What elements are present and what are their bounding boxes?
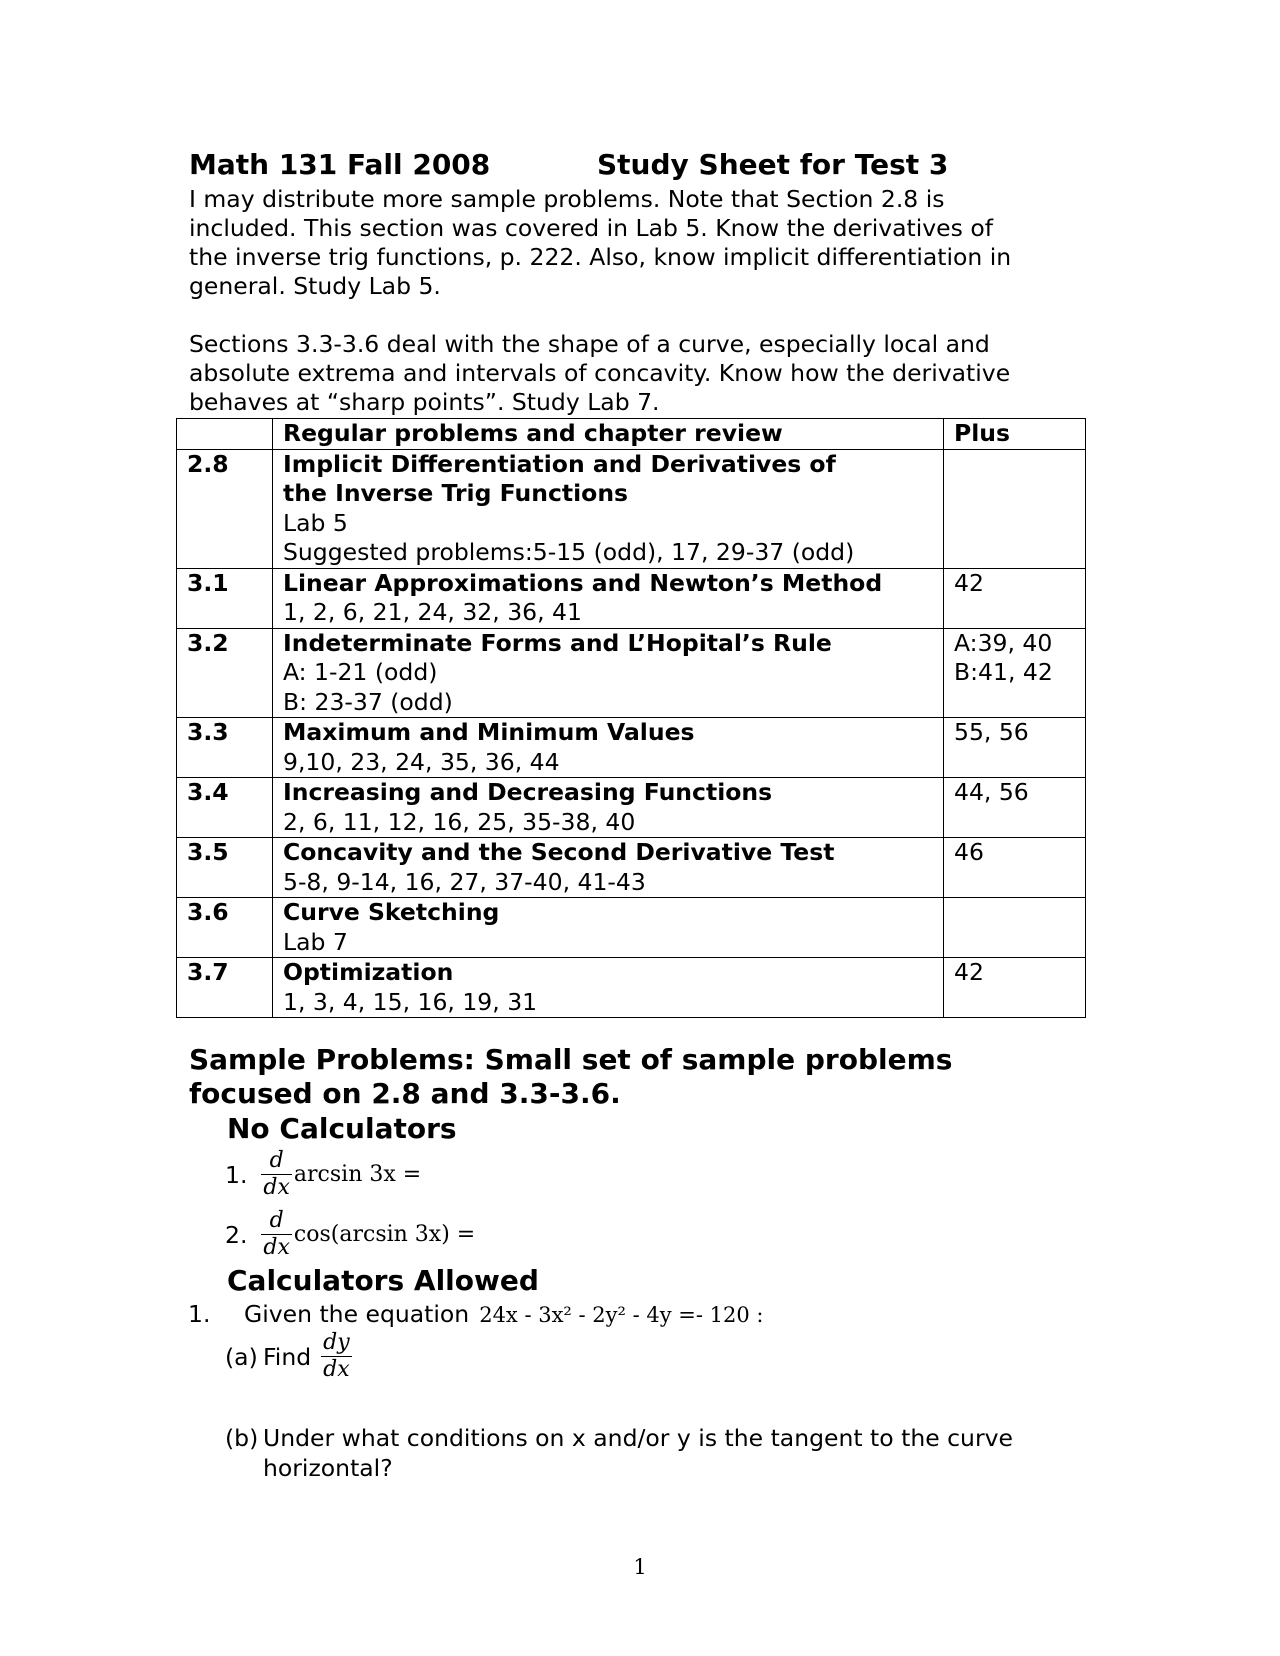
topic-cell: [273, 718, 944, 778]
topic-detail-line: Lab 5: [283, 508, 348, 537]
table-row: [177, 958, 1086, 1018]
fraction-numerator: dy: [323, 1330, 350, 1355]
topic-detail-line: 9,10, 23, 24, 35, 36, 44: [283, 747, 560, 776]
no-calc-problem-1: [225, 1148, 421, 1201]
part-b: [225, 1424, 1013, 1483]
section-number-cell: 3.2: [177, 628, 273, 718]
section-number-cell: 3.4: [177, 778, 273, 838]
section-number-cell: 3.6: [177, 898, 273, 958]
part-a: [225, 1330, 352, 1383]
problem-number: 1.: [188, 1300, 211, 1328]
topic-title-line: Indeterminate Forms and L’Hopital’s Rule: [283, 628, 832, 657]
header-plus-cell: Plus: [944, 419, 1086, 450]
plus-cell: [944, 778, 1086, 838]
topic-cell: [273, 838, 944, 898]
topic-title-line: Maximum and Minimum Values: [283, 718, 695, 746]
plus-cell: [944, 449, 1086, 568]
section-number-cell: 2.8: [177, 449, 273, 568]
topic-title-line: Curve Sketching: [283, 898, 500, 926]
intro-line: included. This section was covered in Lab 5. Know the derivatives of: [189, 214, 994, 242]
plus-line: 55, 56: [954, 718, 1029, 746]
sheet-title: Study Sheet for Test 3: [597, 148, 949, 181]
table-row: [177, 449, 1086, 568]
no-calculators-heading: No Calculators: [227, 1112, 457, 1145]
section-number-cell: 3.1: [177, 568, 273, 628]
part-a-label: (a): [225, 1342, 258, 1371]
problem-expression: cos(arcsin 3x) =: [293, 1222, 476, 1247]
part-a-text: Find: [263, 1342, 312, 1371]
section-number-cell: 3.5: [177, 838, 273, 898]
sample-heading-line: Sample Problems: Small set of sample problems: [189, 1043, 953, 1076]
intro-line: I may distribute more sample problems. Note that Section 2.8 is: [189, 185, 945, 213]
given-text: Given the equation: [244, 1300, 470, 1328]
table-row: [177, 838, 1086, 898]
fraction-denominator: dx: [323, 1357, 350, 1382]
topic-title-line: the Inverse Trig Functions: [283, 479, 629, 507]
topic-detail-line: Suggested problems:5-15 (odd), 17, 29-37 (odd): [283, 538, 855, 566]
topic-detail-line: Lab 7: [283, 927, 348, 956]
section-number-cell: 3.7: [177, 958, 273, 1018]
plus-line: 46: [954, 838, 984, 866]
intro-line: the inverse trig functions, p. 222. Also, know implicit differentiation in: [189, 243, 1012, 271]
topic-detail-line: 2, 6, 11, 12, 16, 25, 35-38, 40: [283, 807, 636, 836]
sample-problems-heading: [189, 1043, 952, 1111]
intro-paragraph: [189, 185, 1089, 301]
table-row: [177, 568, 1086, 628]
table-row: [177, 628, 1086, 718]
calc-problem-1: [188, 1300, 763, 1328]
given-equation: 24x - 3x² - 2y² - 4y =- 120 :: [479, 1303, 764, 1327]
plus-line: 44, 56: [954, 778, 1029, 806]
fraction-denominator: dx: [263, 1235, 290, 1260]
plus-cell: [944, 718, 1086, 778]
topic-detail-line: A: 1-21 (odd): [283, 658, 438, 686]
fraction-numerator: d: [261, 1148, 292, 1175]
plus-cell: [944, 958, 1086, 1018]
topic-cell: [273, 778, 944, 838]
topic-cell: [273, 898, 944, 958]
shape-line: behaves at “sharp points”. Study Lab 7.: [189, 388, 660, 416]
topic-detail-line: 5-8, 9-14, 16, 27, 37-40, 41-43: [283, 867, 646, 896]
topic-title-line: Implicit Differentiation and Derivatives of: [283, 449, 836, 478]
derivative-operator: [261, 1208, 292, 1261]
shape-paragraph: [189, 330, 1089, 417]
section-number-cell: 3.3: [177, 718, 273, 778]
plus-line: B:41, 42: [954, 658, 1053, 686]
part-b-line: horizontal?: [263, 1453, 393, 1482]
table-row: [177, 778, 1086, 838]
dy-dx-fraction: [321, 1330, 352, 1383]
intro-line: general. Study Lab 5.: [189, 272, 441, 300]
calculators-allowed-heading: Calculators Allowed: [227, 1264, 539, 1297]
plus-cell: [944, 898, 1086, 958]
topic-title-line: Linear Approximations and Newton’s Method: [283, 568, 883, 597]
shape-line: Sections 3.3-3.6 deal with the shape of a curve, especially local and: [189, 330, 990, 358]
fraction-denominator: dx: [263, 1175, 290, 1200]
topic-cell: [273, 568, 944, 628]
fraction-numerator: d: [261, 1208, 292, 1235]
table-header-row: [177, 419, 1086, 450]
topic-cell: [273, 958, 944, 1018]
problem-number: 2.: [225, 1220, 248, 1249]
topic-detail-line: B: 23-37 (odd): [283, 687, 453, 716]
document-title: [189, 148, 949, 182]
topic-detail-line: 1, 3, 4, 15, 16, 19, 31: [283, 987, 538, 1016]
part-b-label: (b): [225, 1424, 259, 1452]
no-calc-problem-2: [225, 1208, 475, 1261]
problem-table: [176, 418, 1086, 1018]
plus-line: A:39, 40: [954, 628, 1053, 657]
plus-cell: [944, 838, 1086, 898]
table-row: [177, 898, 1086, 958]
plus-line: 42: [954, 568, 984, 597]
problem-expression: arcsin 3x =: [293, 1162, 422, 1187]
derivative-operator: [261, 1148, 292, 1201]
course-title: Math 131 Fall 2008: [189, 148, 491, 181]
table-row: [177, 718, 1086, 778]
sample-heading-line: focused on 2.8 and 3.3-3.6.: [189, 1077, 621, 1110]
shape-line: absolute extrema and intervals of concavity. Know how the derivative: [189, 359, 1011, 387]
topic-cell: [273, 628, 944, 718]
part-b-line: Under what conditions on x and/or y is the tangent to the curve: [263, 1424, 1013, 1452]
topic-detail-line: 1, 2, 6, 21, 24, 32, 36, 41: [283, 598, 582, 626]
plus-cell: [944, 568, 1086, 628]
header-section-cell: [177, 419, 273, 450]
plus-cell: [944, 628, 1086, 718]
topic-title-line: Optimization: [283, 958, 454, 986]
plus-line: 42: [954, 958, 984, 986]
header-topic-cell: Regular problems and chapter review: [273, 419, 944, 450]
page-number: 1: [633, 1555, 647, 1579]
topic-title-line: Increasing and Decreasing Functions: [283, 778, 773, 806]
problem-number: 1.: [225, 1160, 248, 1189]
topic-title-line: Concavity and the Second Derivative Test: [283, 838, 835, 866]
topic-cell: [273, 449, 944, 568]
